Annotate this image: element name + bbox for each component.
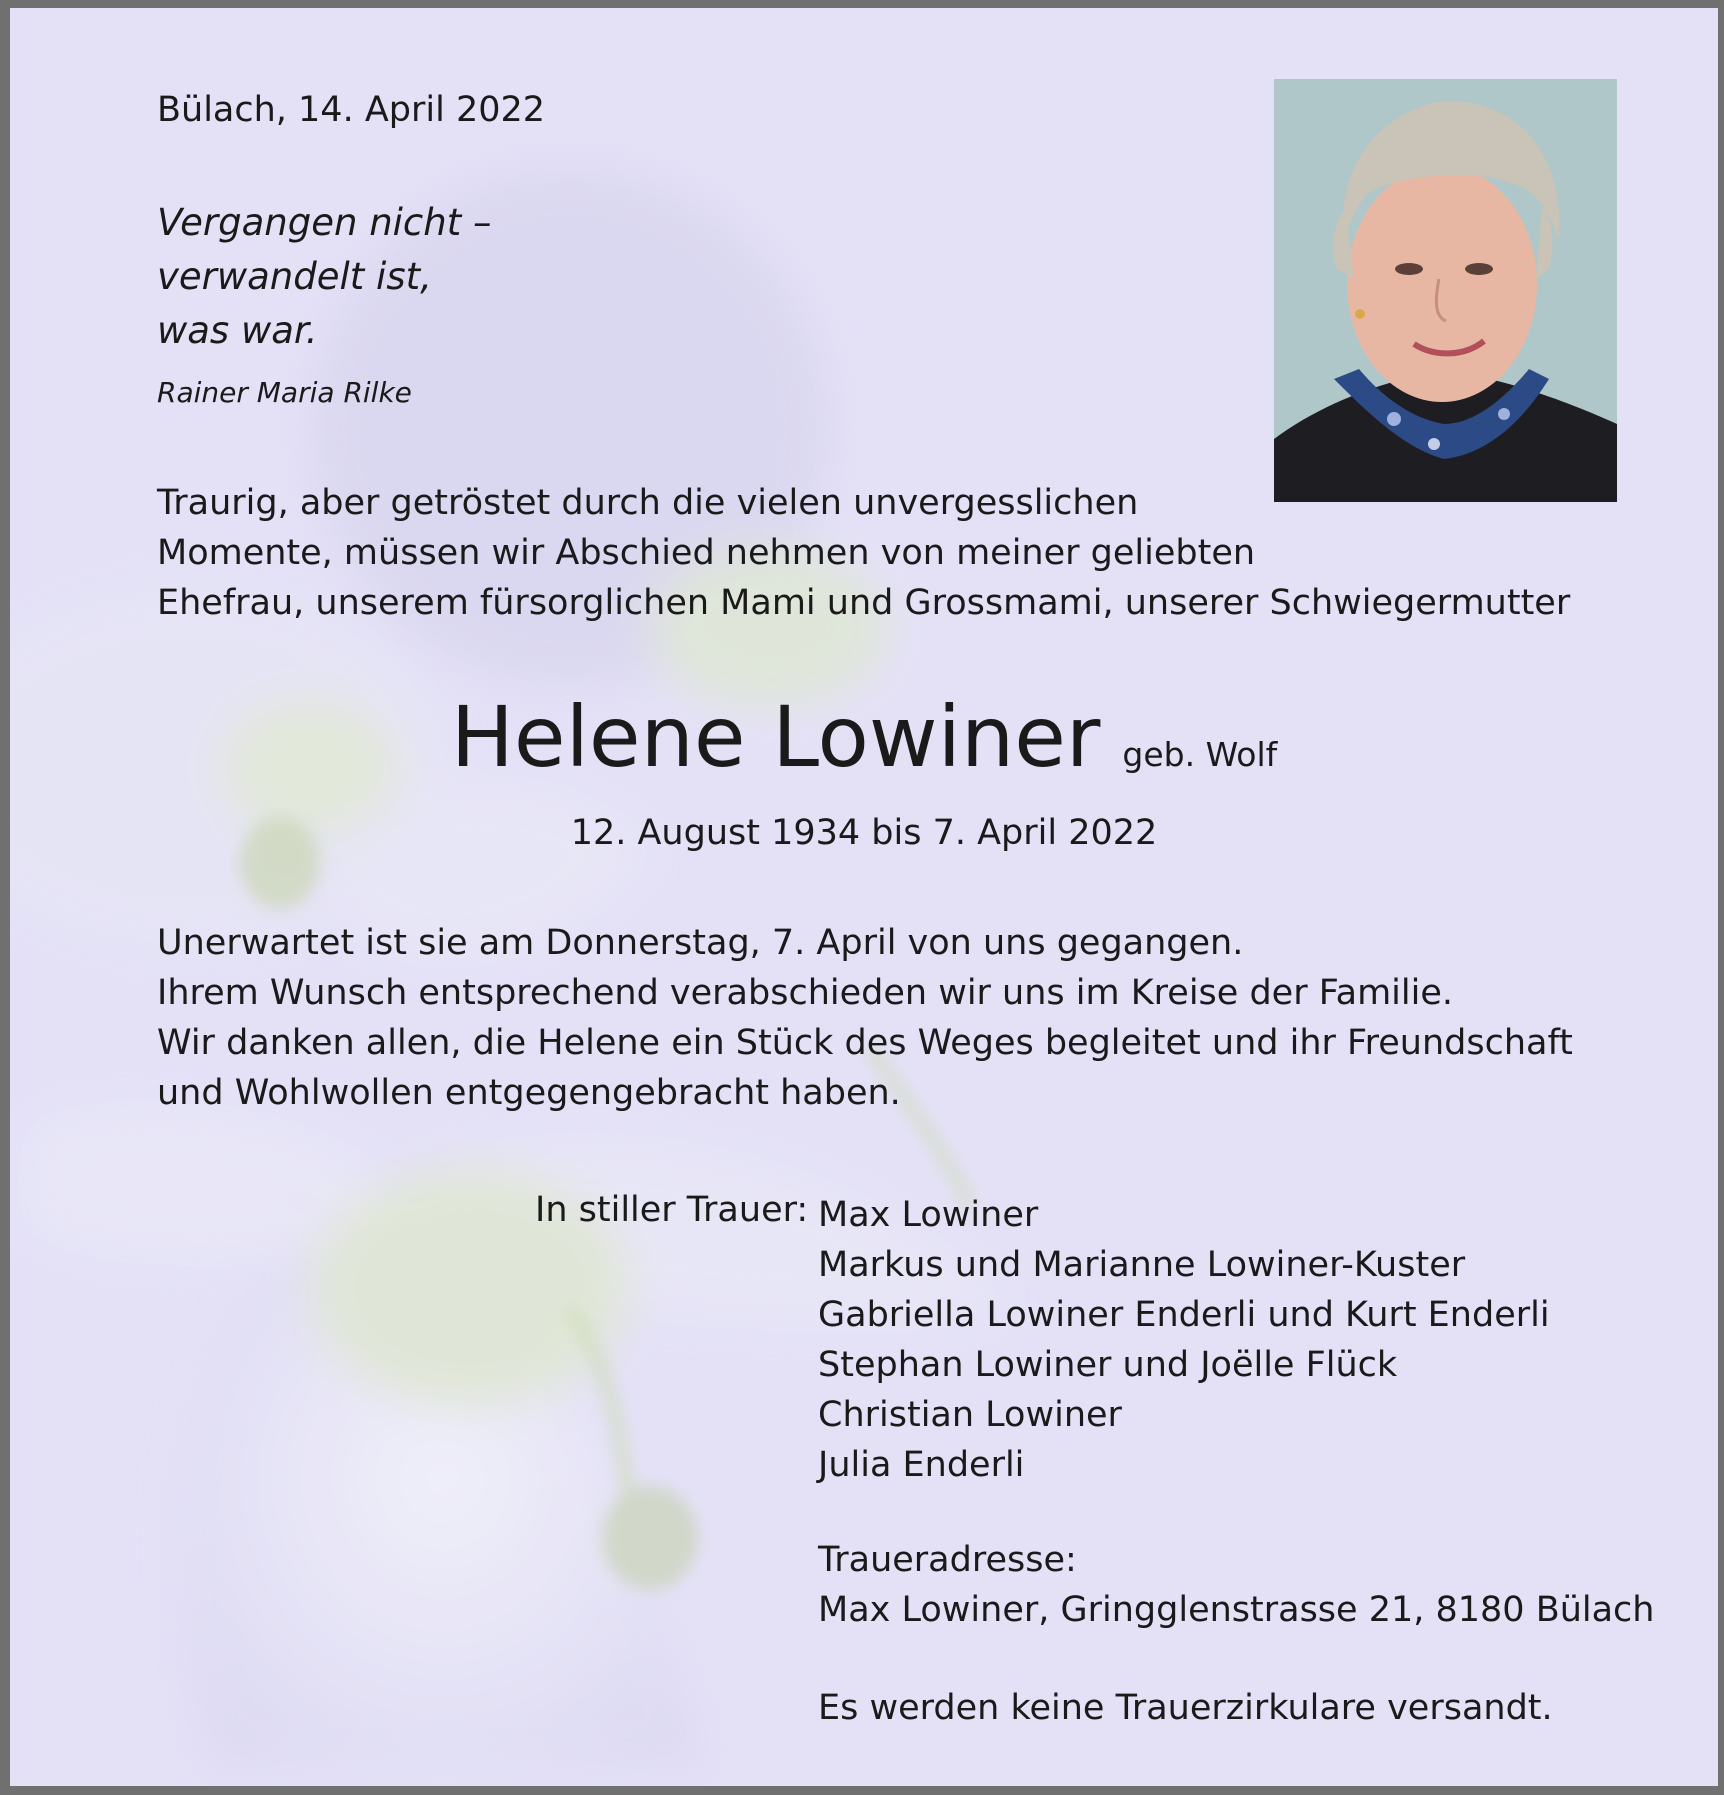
portrait-photo	[1274, 79, 1617, 502]
deceased-heading	[10, 688, 1718, 786]
mourner-name: Max Lowiner	[818, 1195, 1039, 1235]
quote	[157, 196, 491, 358]
intro-text	[157, 478, 1570, 628]
message-line: Ihrem Wunsch entsprechend verabschieden wir uns im Kreise der Familie.	[157, 973, 1454, 1013]
intro-line: Momente, müssen wir Abschied nehmen von meiner geliebten	[157, 533, 1256, 573]
quote-line: verwandelt ist,	[157, 255, 432, 298]
circular-notice: Es werden keine Trauerzirkulare versandt.	[818, 1688, 1553, 1728]
message-line: Wir danken allen, die Helene ein Stück des Weges begleitet und ihr Freundschaft	[157, 1023, 1573, 1063]
message-line: Unerwartet ist sie am Donnerstag, 7. April von uns gegangen.	[157, 923, 1244, 963]
message-text	[157, 918, 1573, 1118]
mourner-name: Stephan Lowiner und Joëlle Flück	[818, 1345, 1398, 1385]
maiden-name: geb. Wolf	[1122, 735, 1278, 774]
life-dates: 12. August 1934 bis 7. April 2022	[570, 813, 1158, 853]
mourner-name: Christian Lowiner	[818, 1395, 1122, 1435]
quote-author: Rainer Maria Rilke	[157, 376, 412, 409]
mourning-label: In stiller Trauer:	[535, 1190, 809, 1230]
place-date: Bülach, 14. April 2022	[157, 90, 546, 130]
address-value: Max Lowiner, Gringglenstrasse 21, 8180 Bülach	[818, 1590, 1655, 1630]
mourner-name: Gabriella Lowiner Enderli und Kurt Enderli	[818, 1295, 1550, 1335]
intro-line: Traurig, aber getröstet durch die vielen unvergesslichen	[157, 483, 1139, 523]
mourner-name: Julia Enderli	[818, 1445, 1025, 1485]
message-line: und Wohlwollen entgegengebracht haben.	[157, 1073, 901, 1113]
deceased-name: Helene Lowiner	[450, 688, 1101, 786]
obituary-page	[10, 8, 1718, 1786]
intro-line: Ehefrau, unserem fürsorglichen Mami und Grossmami, unserer Schwiegermutter	[157, 583, 1571, 623]
quote-line: was war.	[157, 309, 318, 352]
address-label: Traueradresse:	[818, 1540, 1077, 1580]
mourner-name: Markus und Marianne Lowiner-Kuster	[818, 1245, 1466, 1285]
mourners-list	[818, 1190, 1550, 1490]
quote-line: Vergangen nicht –	[157, 201, 492, 244]
